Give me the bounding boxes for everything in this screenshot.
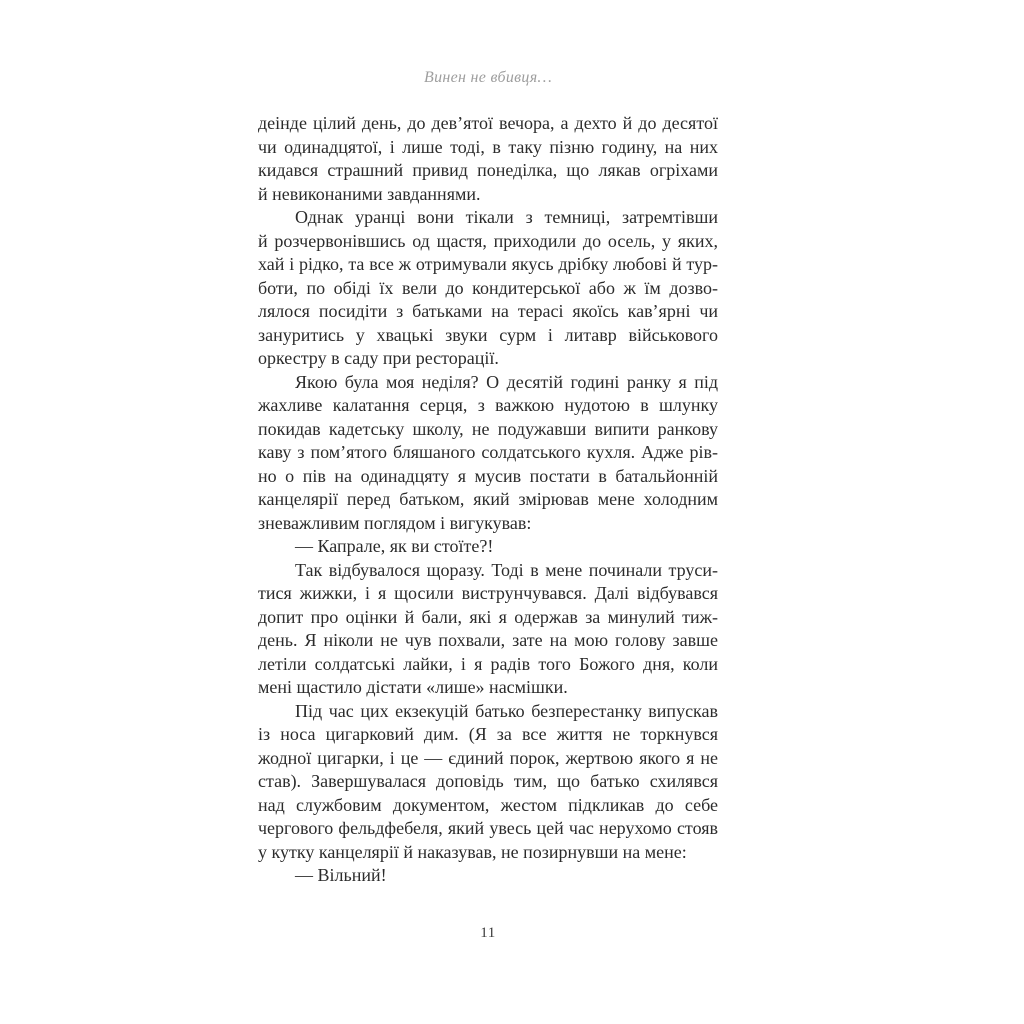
text-line-content: став). Завершувалася доповідь тим, що батько схилявся [258,771,719,791]
text-line [258,206,718,230]
text-line-content: чергового фельдфебеля, який увесь цей час нерухомо стояв [258,818,718,838]
text-line [258,770,718,794]
text-line-content: жахливе калатання серця, з важкою нудотою в шлунку [258,395,718,415]
text-line-content: чи одинадцятої, і лише тоді, в таку пізню годину, на них [258,136,719,157]
text-line [258,465,718,489]
text-line-content: хай і рідко, та все ж отримували якусь дрібку любові й тур- [258,254,719,274]
text-line [258,841,718,865]
text-line [258,817,718,841]
text-line [258,347,718,371]
text-line [258,253,718,277]
text-line [258,441,718,465]
text-line-content: день. Я ніколи не чув похвали, зате на мою голову завше [258,630,718,650]
text-line-content: зневажливим поглядом і вигукував: [258,512,532,533]
text-line [258,418,718,442]
text-line-content: летіли солдатські лайки, і я радів того Божого дня, коли [258,653,718,674]
text-line-content: над службовим документом, жестом підкликав до себе [258,794,718,815]
text-line [258,559,718,583]
text-line [258,747,718,771]
text-line-content: но о пів на одинадцяту я мусив постати в батальйонній [258,465,719,486]
text-line-content: й розчервонівшись од щастя, приходили до осель, у яких, [258,230,718,251]
text-line [258,230,718,254]
text-line [258,371,718,395]
text-line [258,582,718,606]
text-line-content: із носа цигарковий дим. (Я за все життя не торкнувся [258,724,719,744]
text-line [258,512,718,536]
text-line [258,300,718,324]
body-text [258,112,718,888]
text-line [258,183,718,207]
text-line-content: — Капрале, як ви стоїте?! [295,536,494,556]
text-line [258,676,718,700]
text-line-content: зануритись у хвацькі звуки сурм і литавр військового [258,324,718,345]
text-line-content: деінде цілий день, до дев’ятої вечора, а дехто й до десятої [258,113,718,133]
text-line [258,277,718,301]
text-line-content: й невиконаними завданнями. [258,183,481,204]
text-line [258,112,718,136]
text-line [258,394,718,418]
text-line-content: каву з пом’ятого бляшаного солдатського кухля. Адже рів- [258,442,718,462]
text-line-content: — Вільний! [295,865,387,885]
text-line-content: у кутку канцелярії й наказував, не позирнувши на мене: [258,841,687,862]
text-line [258,324,718,348]
text-line-content: Однак уранці вони тікали з темниці, затремтівши [295,207,718,227]
text-line [258,794,718,818]
text-line [258,723,718,747]
text-line-content: оркестру в саду при ресторації. [258,348,499,368]
text-line [258,629,718,653]
text-line [258,136,718,160]
text-line-content: лялося посидіти з батьками на терасі якоїсь кав’ярні чи [258,301,719,321]
text-line-content: Так відбувалося щоразу. Тоді в мене починали труси- [295,559,719,580]
text-line-content: покидав кадетську школу, не подужавши випити ранкову [258,418,718,439]
text-line-content: допит про оцінки й бали, які я одержав за минулий тиж- [258,606,719,627]
text-line [258,488,718,512]
text-line [258,653,718,677]
text-line-content: мені щастило дістати «лише» насмішки. [258,677,568,697]
text-line [258,864,718,888]
text-line-content: тися жижки, і я щосили виструнчувався. Далі відбувався [258,583,719,603]
text-line-content: Під час цих екзекуцій батько безперестанку випускав [295,700,719,721]
text-line-content: канцелярії перед батьком, який змірював мене холодним [258,489,719,509]
text-line-content: жодної цигарки, і це — єдиний порок, жертвою якого я не [258,747,718,768]
running-header: Винен не вбивця… [424,69,552,86]
text-line [258,606,718,630]
text-line [258,159,718,183]
text-line-content: Якою була моя неділя? О десятій годині ранку я під [295,371,719,392]
text-line [258,535,718,559]
text-line-content: боти, по обіді їх вели до кондитерської або ж їм дозво- [258,277,718,298]
page-number: 11 [480,925,496,941]
text-line-content: кидався страшний привид понеділка, що лякав огріхами [258,160,719,180]
text-line [258,700,718,724]
